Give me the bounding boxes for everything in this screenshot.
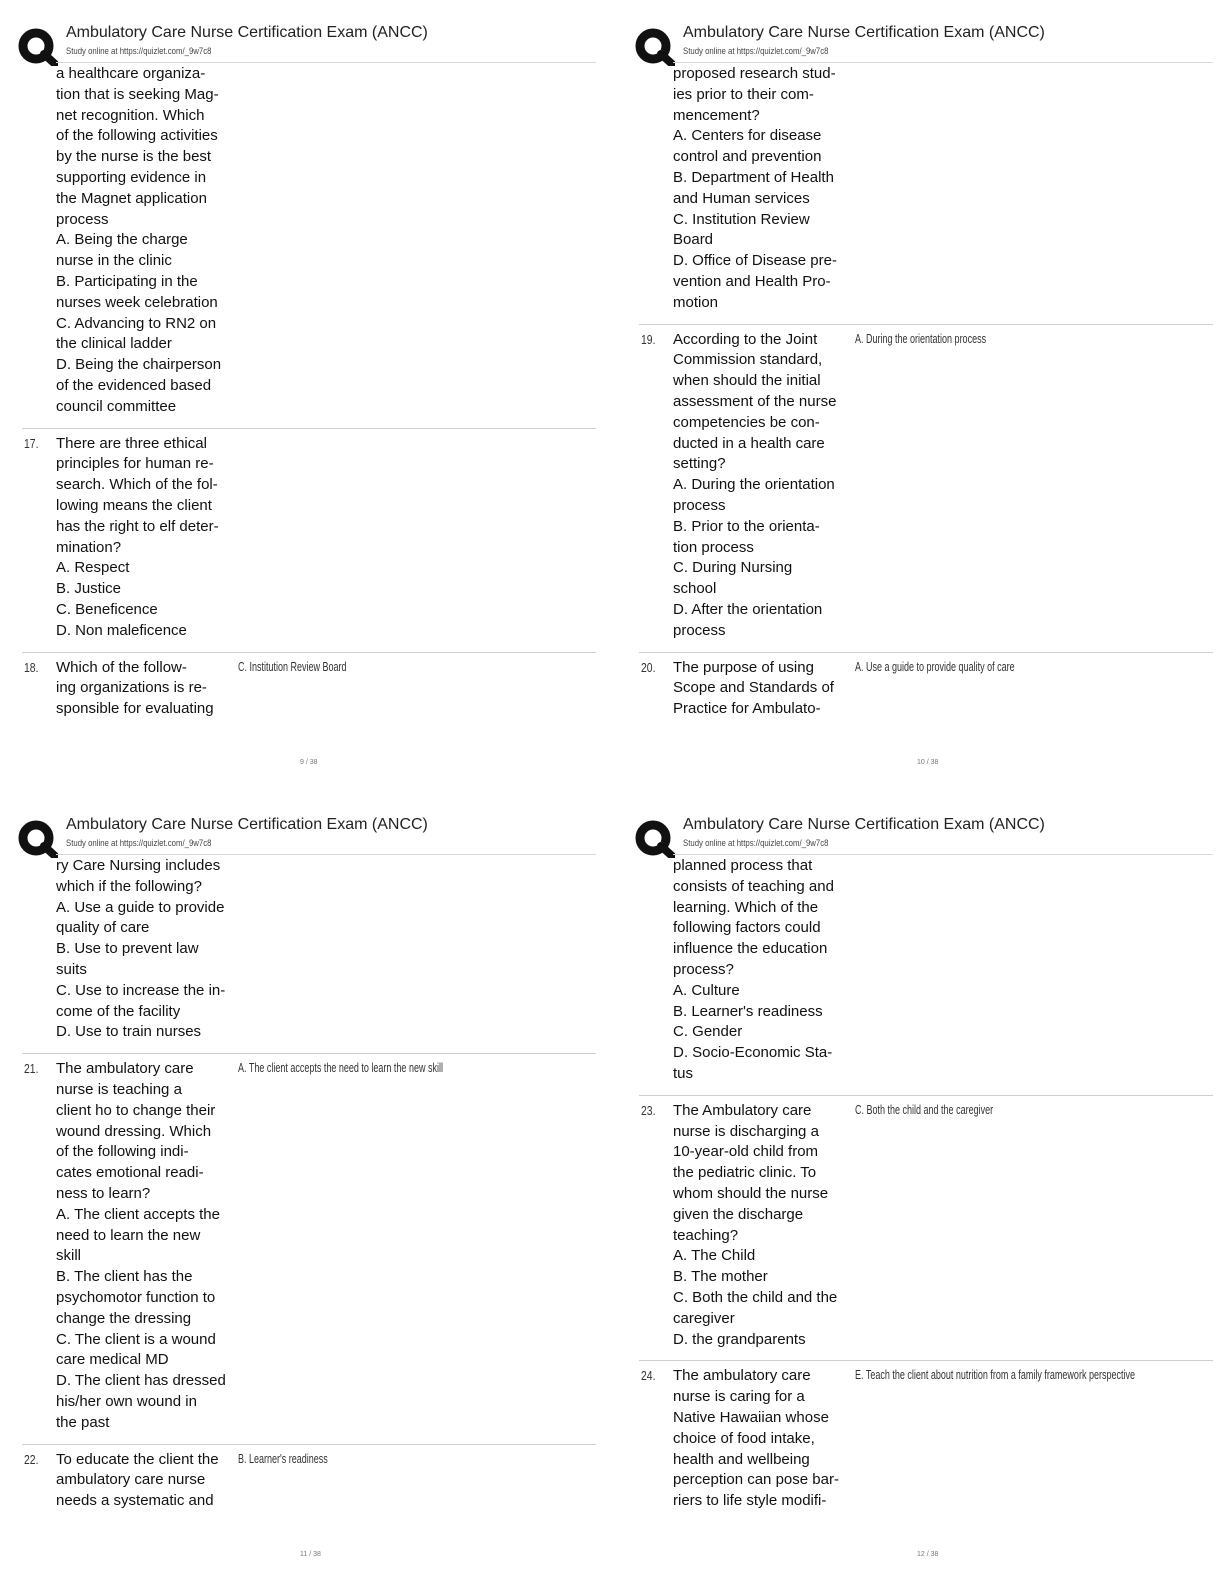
page-title: Ambulatory Care Nurse Certification Exam (ANCC)	[66, 24, 428, 41]
question-text-line: D. Office of Disease pre-	[673, 252, 837, 270]
question-text-line: when should the initial	[673, 372, 821, 390]
question-text	[673, 1101, 837, 1351]
question-text-line: C. Beneficence	[56, 600, 158, 618]
question-text-line: B. Prior to the orienta-	[673, 517, 820, 535]
question-text-line: D. Non maleficence	[56, 621, 187, 639]
question-text-line: has the right to elf deter-	[56, 517, 219, 535]
quizlet-logo-icon	[18, 26, 58, 66]
question-text-line: B. The mother	[673, 1268, 768, 1286]
page-number: 10 / 38	[917, 759, 939, 766]
question-text-line: needs a systematic and	[56, 1492, 214, 1510]
question-text-line: vention and Health Pro-	[673, 272, 831, 290]
question-text-line: mencement?	[673, 106, 760, 124]
question-text-line: consists of teaching and	[673, 877, 834, 895]
question-text-line: principles for human re-	[56, 455, 214, 473]
header-divider	[673, 62, 1213, 63]
answer-text: B. Learner's readiness	[238, 1451, 328, 1466]
question-text-line: ry Care Nursing includes	[56, 857, 221, 874]
question-text-line: process	[673, 621, 726, 639]
question-divider	[639, 652, 1213, 653]
question-text-line: Practice for Ambulato-	[673, 700, 821, 718]
question-number: 24.	[641, 1368, 656, 1384]
question-text-line: learning. Which of the	[673, 898, 819, 916]
question-text-line: assessment of the nurse	[673, 392, 837, 410]
question-text-line: given the discharge	[673, 1205, 804, 1223]
question-text-line: supporting evidence in	[56, 168, 207, 186]
question-text-line: B. Department of Health	[673, 168, 834, 186]
question-divider	[639, 1095, 1213, 1096]
question-text-line: A. Centers for disease	[673, 127, 822, 145]
question-text-line: tion process	[673, 538, 754, 556]
question-text-line: B. Participating in the	[56, 272, 198, 290]
question-text-line: by the nurse is the best	[56, 148, 212, 166]
question-text-line: process	[673, 496, 726, 514]
question-text-line: care medical MD	[56, 1351, 169, 1369]
question-text-line: skill	[56, 1247, 81, 1265]
question-number: 23.	[641, 1102, 656, 1118]
answer-text: A. Use a guide to provide quality of care	[855, 659, 1015, 674]
question-text-line: the clinical ladder	[56, 335, 172, 353]
question-continuation	[56, 64, 221, 418]
question-text-line: choice of food intake,	[673, 1429, 815, 1447]
question-text-line: B. Learner's readiness	[673, 1002, 823, 1020]
question-text-line: net recognition. Which	[56, 106, 205, 124]
question-text-line: quality of care	[56, 919, 150, 937]
question-text-line: Commission standard,	[673, 351, 823, 369]
question-text-line: A. Being the charge	[56, 231, 188, 249]
page-number: 12 / 38	[917, 1551, 939, 1558]
question-text-line: According to the Joint	[673, 330, 818, 348]
question-text-line: and Human services	[673, 189, 810, 207]
answer-text: A. During the orientation process	[855, 331, 987, 346]
study-online-link[interactable]: Study online at https://quizlet.com/_9w7c8	[66, 46, 212, 57]
question-text-line: tion that is seeking Mag-	[56, 85, 219, 103]
question-text	[673, 658, 834, 720]
question-text-line: competencies be con-	[673, 413, 820, 431]
question-text-line: council committee	[56, 397, 177, 415]
document-page	[18, 20, 603, 780]
question-text	[56, 1450, 219, 1512]
question-text-line: mination?	[56, 538, 122, 556]
question-text-line: Which of the follow-	[56, 658, 187, 676]
header-divider	[56, 854, 596, 855]
question-number: 21.	[24, 1061, 39, 1077]
question-text-line: D. Socio-Economic Sta-	[673, 1044, 833, 1062]
document-page	[635, 20, 1220, 780]
question-text	[56, 658, 214, 720]
study-online-link[interactable]: Study online at https://quizlet.com/_9w7c8	[683, 838, 829, 849]
question-text-line: the past	[56, 1413, 110, 1431]
question-divider	[639, 1360, 1213, 1361]
question-text-line: D. The client has dressed	[56, 1372, 226, 1390]
question-text	[673, 1366, 839, 1512]
question-text-line: C. During Nursing	[673, 559, 793, 577]
question-text-line: riers to life style modifi-	[673, 1492, 827, 1510]
question-text-line: ing organizations is re-	[56, 679, 207, 697]
answer-text: A. The client accepts the need to learn the new skill	[238, 1061, 443, 1076]
question-text-line: client ho to change their	[56, 1101, 216, 1119]
answer-text: E. Teach the client about nutrition from a family framework perspective	[855, 1368, 1135, 1383]
question-text-line: The ambulatory care	[673, 1367, 811, 1385]
question-divider	[22, 652, 596, 653]
question-text-line: influence the education	[673, 940, 828, 958]
question-text-line: nurse is discharging a	[673, 1122, 819, 1140]
question-text-line: ducted in a health care	[673, 434, 825, 452]
question-text-line: D. After the orientation	[673, 600, 823, 618]
question-text-line: D. the grandparents	[673, 1330, 806, 1348]
question-text-line: D. Being the chairperson	[56, 356, 222, 374]
question-text-line: ies prior to their com-	[673, 85, 814, 103]
question-text-line: ambulatory care nurse	[56, 1471, 206, 1489]
question-text-line: search. Which of the fol-	[56, 476, 218, 494]
question-number: 19.	[641, 331, 656, 347]
quizlet-logo-icon	[18, 818, 58, 858]
question-text-line: planned process that	[673, 857, 813, 874]
page-title: Ambulatory Care Nurse Certification Exam (ANCC)	[683, 24, 1045, 41]
question-text-line: A. The client accepts the	[56, 1205, 220, 1223]
question-text-line: which if the following?	[56, 877, 202, 895]
question-text-line: C. Advancing to RN2 on	[56, 314, 217, 332]
question-text	[56, 434, 219, 642]
question-text	[56, 1059, 226, 1433]
page-number: 11 / 38	[300, 1551, 321, 1558]
question-divider	[22, 1053, 596, 1054]
quizlet-logo-icon	[635, 26, 675, 66]
question-text-line: 10-year-old child from	[673, 1143, 819, 1161]
question-text-line: lowing means the client	[56, 496, 212, 514]
question-text-line: of the following activities	[56, 127, 218, 145]
question-continuation	[673, 64, 837, 314]
question-text-line: B. Use to prevent law	[56, 940, 199, 958]
question-text-line: A. Culture	[673, 981, 740, 999]
question-continuation	[56, 856, 225, 1043]
question-text-line: sponsible for evaluating	[56, 700, 214, 718]
question-text-line: health and wellbeing	[673, 1450, 810, 1468]
question-text-line: his/her own wound in	[56, 1392, 197, 1410]
question-text-line: process?	[673, 960, 734, 978]
question-text-line: nurse in the clinic	[56, 252, 172, 270]
question-text-line: Native Hawaiian whose	[673, 1408, 829, 1426]
question-text-line: cates emotional readi-	[56, 1164, 204, 1182]
question-text-line: ness to learn?	[56, 1184, 151, 1202]
page-title: Ambulatory Care Nurse Certification Exam (ANCC)	[683, 816, 1045, 833]
question-text-line: of the following indi-	[56, 1143, 189, 1161]
question-text-line: The Ambulatory care	[673, 1101, 812, 1119]
question-text-line: C. Both the child and the	[673, 1288, 838, 1306]
question-text-line: Scope and Standards of	[673, 679, 834, 697]
question-divider	[22, 1444, 596, 1445]
question-number: 17.	[24, 435, 39, 451]
question-text-line: setting?	[673, 455, 726, 473]
question-text-line: The ambulatory care	[56, 1060, 194, 1078]
question-text-line: C. Gender	[673, 1023, 743, 1041]
question-number: 18.	[24, 659, 39, 675]
page-number: 9 / 38	[300, 759, 318, 766]
question-text-line: tus	[673, 1064, 694, 1082]
question-text	[673, 330, 836, 642]
question-text-line: To educate the client the	[56, 1450, 219, 1468]
question-text-line: suits	[56, 960, 87, 978]
question-text-line: nurse is caring for a	[673, 1388, 805, 1406]
question-text-line: following factors could	[673, 919, 821, 937]
question-text-line: motion	[673, 293, 719, 311]
question-number: 22.	[24, 1451, 39, 1467]
question-text-line: B. The client has the	[56, 1268, 193, 1286]
question-text-line: A. Use a guide to provide	[56, 898, 225, 916]
question-text-line: control and prevention	[673, 148, 822, 166]
question-text-line: wound dressing. Which	[56, 1122, 212, 1140]
question-text-line: teaching?	[673, 1226, 739, 1244]
page-title: Ambulatory Care Nurse Certification Exam (ANCC)	[66, 816, 428, 833]
question-text-line: psychomotor function to	[56, 1288, 216, 1306]
header-divider	[673, 854, 1213, 855]
question-text-line: a healthcare organiza-	[56, 65, 206, 82]
question-text-line: nurse is teaching a	[56, 1080, 182, 1098]
question-text-line: the Magnet application	[56, 189, 207, 207]
question-text-line: C. Institution Review	[673, 210, 810, 228]
question-text-line: A. Respect	[56, 559, 130, 577]
header-divider	[56, 62, 596, 63]
question-text-line: D. Use to train nurses	[56, 1023, 202, 1041]
question-text-line: A. The Child	[673, 1247, 756, 1265]
quizlet-logo-icon	[635, 818, 675, 858]
question-text-line: A. During the orientation	[673, 476, 835, 494]
question-number: 20.	[641, 659, 656, 675]
question-divider	[22, 428, 596, 429]
question-divider	[639, 324, 1213, 325]
answer-text: C. Both the child and the caregiver	[855, 1102, 994, 1117]
question-text-line: B. Justice	[56, 580, 122, 598]
question-text-line: nurses week celebration	[56, 293, 218, 311]
question-text-line: proposed research stud-	[673, 65, 836, 82]
question-text-line: Board	[673, 231, 714, 249]
question-text-line: caregiver	[673, 1309, 735, 1327]
document-page	[635, 812, 1220, 1572]
question-text-line: of the evidenced based	[56, 376, 212, 394]
question-text-line: perception can pose bar-	[673, 1471, 839, 1489]
question-text-line: C. The client is a wound	[56, 1330, 216, 1348]
question-text-line: need to learn the new	[56, 1226, 201, 1244]
study-online-link[interactable]: Study online at https://quizlet.com/_9w7c8	[683, 46, 829, 57]
answer-text: C. Institution Review Board	[238, 659, 347, 674]
question-text-line: The purpose of using	[673, 658, 814, 676]
question-continuation	[673, 856, 834, 1085]
document-page	[18, 812, 603, 1572]
question-text-line: change the dressing	[56, 1309, 192, 1327]
question-text-line: whom should the nurse	[673, 1184, 829, 1202]
study-online-link[interactable]: Study online at https://quizlet.com/_9w7c8	[66, 838, 212, 849]
question-text-line: There are three ethical	[56, 434, 207, 452]
question-text-line: school	[673, 580, 717, 598]
question-text-line: the pediatric clinic. To	[673, 1164, 817, 1182]
question-text-line: C. Use to increase the in-	[56, 981, 226, 999]
question-text-line: process	[56, 210, 109, 228]
question-text-line: come of the facility	[56, 1002, 181, 1020]
